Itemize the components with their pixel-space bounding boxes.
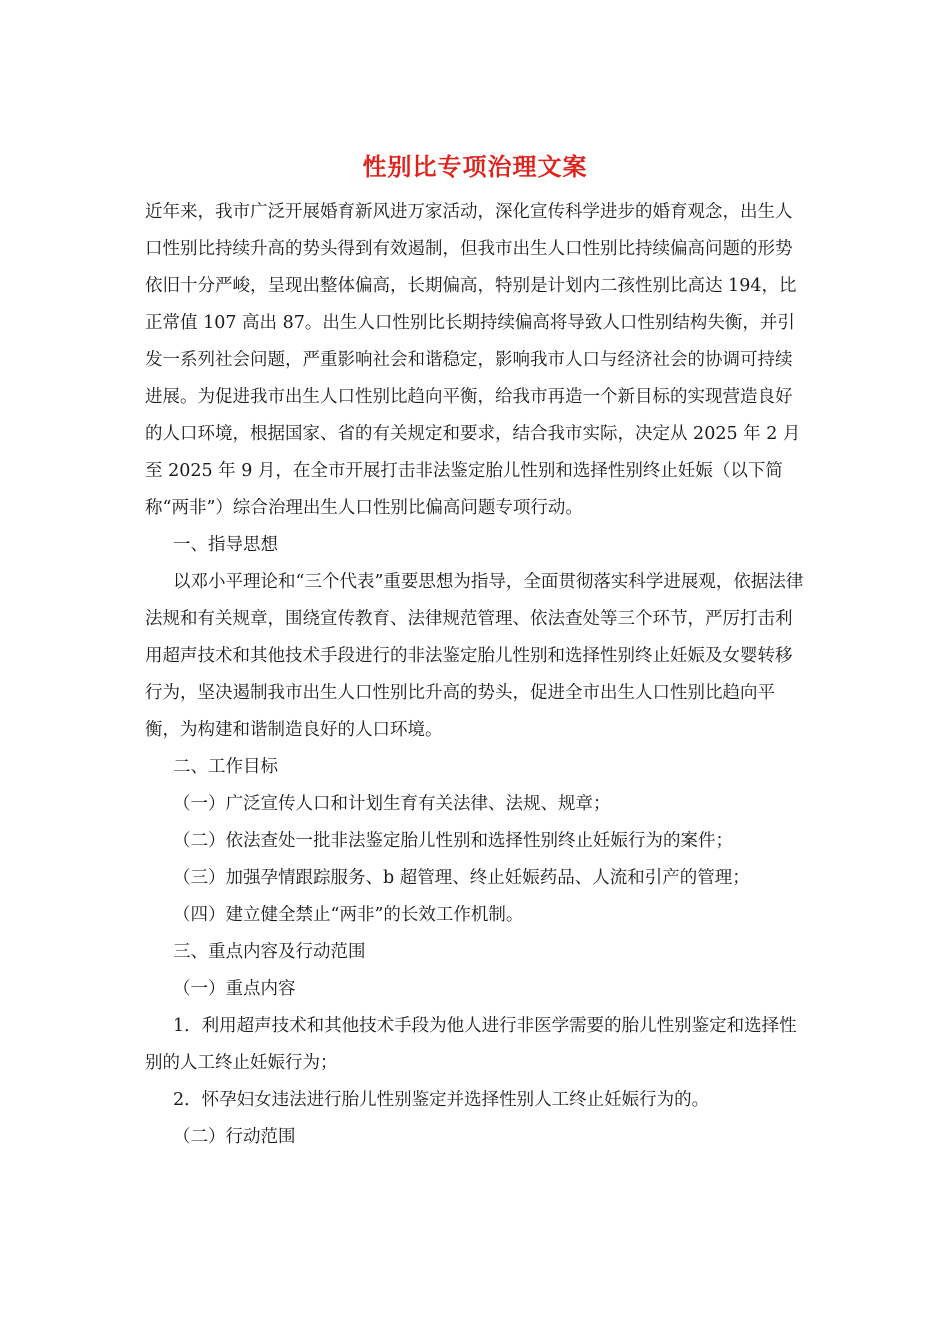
document-title: 性别比专项治理文案 [362, 152, 588, 181]
paragraph-intro: 近年来，我市广泛开展婚育新风进万家活动，深化宣传科学进步的婚育观念，出生人口性别比持续升高的势头得到有效遏制，但我市出生人口性别比持续偏高问题的形势依旧十分严峻，呈现出整体偏高，长期偏高，特别是计划内二孩性别比高达 194，比正常值 107 高出 87。出生人口性别比长期持续偏高将导致人口性别结构失衡，并引发一系列社会问题，严重影响社会和谐稳定，影响我市人口与经济社会的协调可持续进展。为促进我市出生人口性别比趋向平衡，给我市再造一个新目标的实现营造良好的人口环境，根据国家、省的有关规定和要求，结合我市实际，决定从 2025 年 2 月至 2025 年 9 月，在全市开展打击非法鉴定胎儿性别和选择性别终止妊娠（以下简称“两非”）综合治理出生人口性别比偏高问题专项行动。 [145, 202, 801, 518]
heading-key-content-and-scope: 三、重点内容及行动范围 [173, 942, 366, 962]
document-body [145, 194, 805, 1156]
subheading-action-scope: （二）行动范围 [173, 1127, 296, 1147]
goal-item: （二）依法查处一批非法鉴定胎儿性别和选择性别终止妊娠行为的案件； [173, 831, 733, 851]
paragraph-guiding-ideology: 以邓小平理论和“三个代表”重要思想为指导，全面贯彻落实科学进展观，依据法律法规和有关规章，围绕宣传教育、法律规范管理、依法查处等三个环节，严厉打击利用超声技术和其他技术手段进行的非法鉴定胎儿性别和选择性别终止妊娠及女婴转移行为，坚决遏制我市出生人口性别比升高的势头，促进全市出生人口性别比趋向平衡，为构建和谐制造良好的人口环境。 [145, 572, 804, 740]
content-item: 2．怀孕妇女违法进行胎儿性别鉴定并选择性别人工终止妊娠行为的。 [173, 1090, 710, 1110]
heading-guiding-ideology: 一、指导思想 [173, 535, 278, 555]
goal-item: （一）广泛宣传人口和计划生育有关法律、法规、规章； [173, 794, 611, 814]
content-item: 1．利用超声技术和其他技术手段为他人进行非医学需要的胎儿性别鉴定和选择性别的人工终止妊娠行为； [145, 1016, 797, 1073]
goal-item: （三）加强孕情跟踪服务、b 超管理、终止妊娠药品、人流和引产的管理； [173, 868, 750, 888]
goal-item: （四）建立健全禁止“两非”的长效工作机制。 [173, 905, 524, 925]
subheading-key-content: （一）重点内容 [173, 979, 296, 999]
heading-work-goals: 二、工作目标 [173, 757, 278, 777]
